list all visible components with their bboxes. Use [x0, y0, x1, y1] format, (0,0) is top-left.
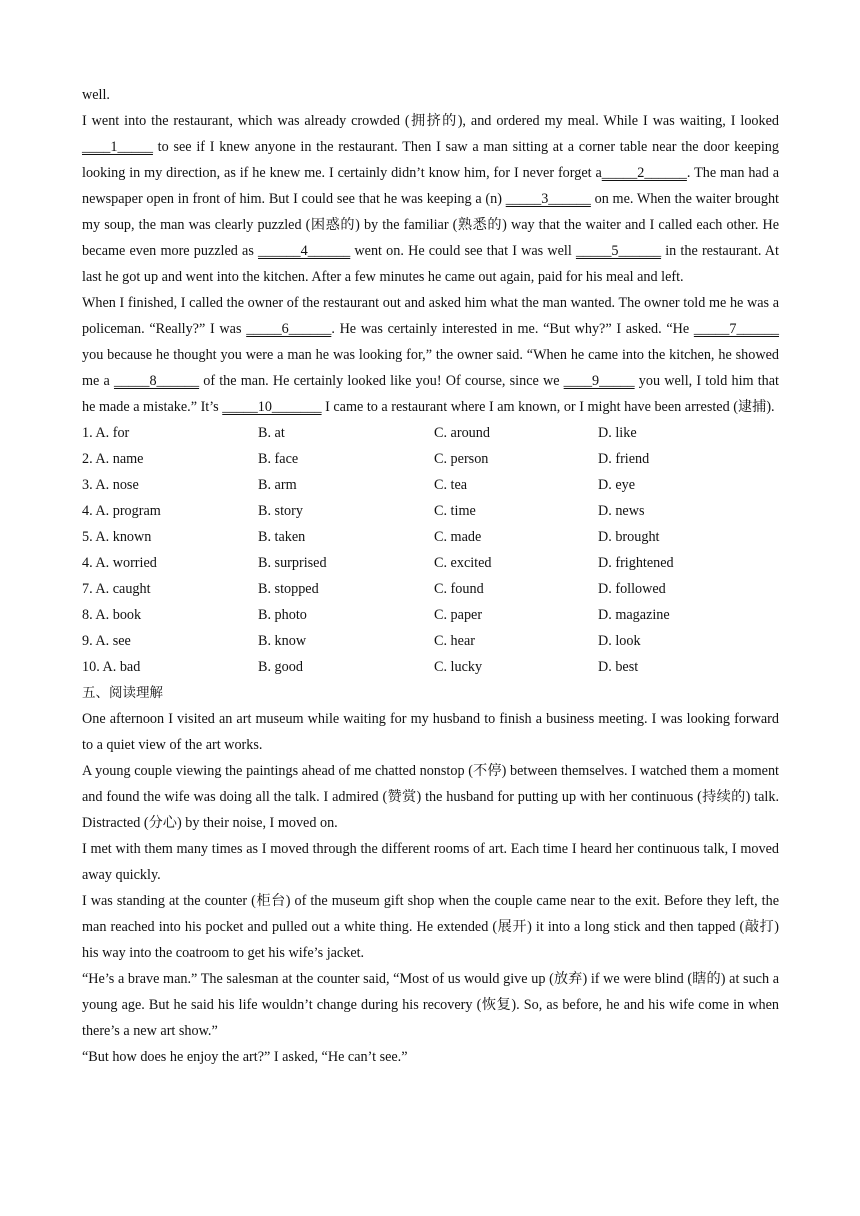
reading-paragraph: “He’s a brave man.” The salesman at the counter said, “Most of us would give up (放弃) if we were blind (瞎的) at such a young age. But he said his life wouldn’t change during his recovery (恢复). So, as before, he and his wife come in when there’s a new art show.”: [82, 971, 779, 1039]
option-choice: B. know: [258, 633, 307, 649]
passage-text: When I finished, I called the owner of the restaurant out and asked him what the man wanted. The owner told me he was a policeman. “Really?” I was: [82, 295, 779, 337]
option-row: [82, 576, 779, 602]
option-choice: D. like: [598, 425, 637, 441]
option-choice: D. friend: [598, 451, 650, 467]
option-choice: 1. A. for: [82, 425, 130, 441]
option-row: [82, 446, 779, 472]
option-choice: 2. A. name: [82, 451, 144, 467]
reading-paragraph: I met with them many times as I moved through the different rooms of art. Each time I heard her continuous talk, I moved away quickly.: [82, 841, 779, 883]
passage-text: I went into the restaurant, which was already crowded (拥挤的), and ordered my meal. While I was waiting, I looked: [82, 113, 779, 129]
option-choice: 7. A. caught: [82, 581, 151, 597]
option-row: [82, 602, 779, 628]
blank-line: _____6______: [246, 321, 332, 337]
option-choice: D. frightened: [598, 555, 674, 571]
option-choice: 5. A. known: [82, 529, 152, 545]
option-choice: C. tea: [434, 477, 468, 493]
passage-text: of the man. He certainly looked like you! Of course, since we: [199, 373, 564, 389]
option-choice: B. surprised: [258, 555, 327, 571]
section-heading: 五、阅读理解: [82, 685, 163, 701]
option-choice: B. at: [258, 425, 285, 441]
passage-text: on me. When the waiter brought my soup, the man was clearly puzzled (困惑的) by the familiar (熟悉的) way that the waiter and I called each other. He became even more puzzled as: [82, 191, 779, 259]
cloze-paragraph-1: [82, 108, 779, 290]
blank-line: _____10_______: [222, 399, 322, 415]
passage-text: went on. He could see that I was well: [350, 243, 576, 259]
blank-line: _____5______: [575, 243, 662, 259]
option-choice: D. news: [598, 503, 645, 519]
passage-text: . He was certainly interested in me. “But why?” I asked. “He: [331, 321, 694, 337]
option-row: [82, 498, 779, 524]
reading-paragraph: A young couple viewing the paintings ahead of me chatted nonstop (不停) between themselves. I watched them a moment and found the wife was doing all the talk. I admired (赞赏) the husband for putting up with her continuous (持续的) talk. Distracted (分心) by their noise, I moved on.: [82, 763, 779, 831]
cloze-paragraph-2: [82, 290, 779, 420]
option-choice: C. time: [434, 503, 476, 519]
blank-line: _____8______: [113, 373, 200, 389]
option-choice: D. best: [598, 659, 639, 675]
reading-passage: [82, 706, 779, 1070]
option-choice: B. arm: [258, 477, 297, 493]
option-choice: C. person: [434, 451, 489, 467]
passage-text: to see if I knew anyone in the restaurant. Then I saw a man sitting at a corner table near the door keeping looking in my direction, as if he knew me. I certainly didn’t know him, for I never forget a: [82, 139, 779, 181]
blank-line: ____9_____: [563, 373, 635, 389]
option-choice: 4. A. program: [82, 503, 161, 519]
option-choice: B. story: [258, 503, 303, 519]
option-choice: C. lucky: [434, 659, 483, 675]
option-choice: C. around: [434, 425, 490, 441]
blank-line: _____3______: [505, 191, 591, 207]
option-choice: C. hear: [434, 633, 475, 649]
option-choice: D. magazine: [598, 607, 670, 623]
option-choice: 10. A. bad: [82, 659, 141, 675]
reading-paragraph: “But how does he enjoy the art?” I asked, “He can’t see.”: [82, 1049, 408, 1065]
option-choice: B. photo: [258, 607, 307, 623]
option-row: [82, 654, 779, 680]
cloze-options: [82, 420, 779, 680]
option-choice: D. brought: [598, 529, 660, 545]
blank-line: ____1_____: [82, 139, 153, 155]
option-choice: B. taken: [258, 529, 306, 545]
option-choice: C. paper: [434, 607, 483, 623]
option-row: [82, 550, 779, 576]
option-choice: C. made: [434, 529, 482, 545]
reading-paragraph: I was standing at the counter (柜台) of the museum gift shop when the couple came near to the exit. Before they left, the man reached into his pocket and pulled out a white thing. He extended (展开) it into a long stick and then tapped (敲打) his way into the coatroom to get his wife’s jacket.: [82, 893, 779, 961]
option-choice: 8. A. book: [82, 607, 142, 623]
option-choice: B. good: [258, 659, 303, 675]
blank-line: ______4______: [258, 243, 351, 259]
option-choice: D. eye: [598, 477, 636, 493]
option-choice: C. excited: [434, 555, 492, 571]
option-choice: D. look: [598, 633, 641, 649]
document-page: [82, 82, 779, 1070]
reading-paragraph: One afternoon I visited an art museum while waiting for my husband to finish a business meeting. I was looking forward to a quiet view of the art works.: [82, 711, 779, 753]
passage-text: I came to a restaurant where I am known, or I might have been arrested (逮捕).: [321, 399, 775, 415]
passage-text: you well, I told him that he made a mistake.” It’s: [82, 373, 779, 415]
passage-text: in the restaurant. At last he got up and went into the kitchen. After a few minutes he came out again, paid for his meal and left.: [82, 243, 779, 285]
option-choice: C. found: [434, 581, 484, 597]
blank-line: _____2______: [601, 165, 687, 181]
option-row: [82, 472, 779, 498]
passage-fragment: well.: [82, 87, 110, 103]
blank-line: _____7______: [693, 321, 779, 337]
option-choice: 9. A. see: [82, 633, 131, 649]
option-row: [82, 628, 779, 654]
option-row: [82, 524, 779, 550]
option-choice: 3. A. nose: [82, 477, 139, 493]
option-choice: D. followed: [598, 581, 666, 597]
option-choice: B. face: [258, 451, 299, 467]
option-row: [82, 420, 779, 446]
passage-text: you because he thought you were a man he was looking for,” the owner said. “When he came into the kitchen, he showed me a: [82, 347, 779, 389]
passage-text: . The man had a newspaper open in front of him. But I could see that he was keeping a (n): [82, 165, 779, 207]
option-choice: 4. A. worried: [82, 555, 157, 571]
option-choice: B. stopped: [258, 581, 319, 597]
